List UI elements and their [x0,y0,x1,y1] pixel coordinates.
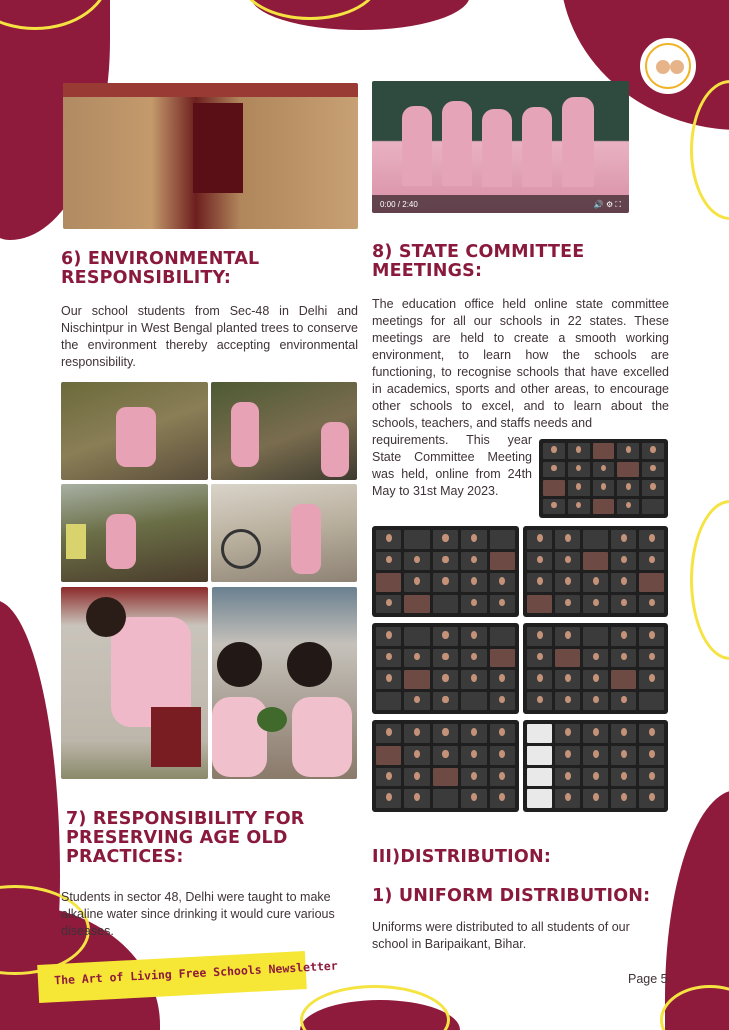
zoom-meeting-5 [523,623,668,714]
photo-alkaline-water-boy [61,587,208,779]
photo-supply-boxes [63,83,358,229]
photo-planting-3 [61,484,208,582]
video-time: 0:00 / 2:40 [380,200,418,209]
zoom-meeting-6 [372,720,519,812]
heading-distribution: III)DISTRIBUTION: [372,847,552,867]
photo-planting-2 [211,382,357,480]
text-uniform-distribution: Uniforms were distributed to all students of our school in Baripaikant, Bihar. [372,920,630,951]
text-environmental: Our school students from Sec-48 in Delhi and Nischintpur in West Bengal planted trees to conserve the environment thereby accepting environmental responsibility. [61,304,358,369]
text-age-old-practices: Students in sector 48, Delhi were taught to make alkaline water since drinking it would cure various diseases. [61,890,335,938]
video-control-bar[interactable] [372,195,629,213]
zoom-meeting-3 [523,526,668,617]
text-state-committee: The education office held online state committee meetings for all our schools in 22 states. These meetings are held to create a smooth working environment, to learn how the schools are functioning, to recognise schools that have excelled in academics, sports and other areas, to encourage other schools to excel, and to learn about the schools, teachers, and staffs needs and [372,297,669,430]
zoom-meeting-4 [372,623,519,714]
zoom-meeting-7 [523,720,668,812]
logo-girl-face-icon [656,60,670,74]
heading-state-committee: 8) STATE COMMITTEE MEETINGS: [372,242,585,281]
school-logo [637,35,699,97]
yellow-curve-mid-right [690,500,729,660]
photo-alkaline-water-girls [212,587,357,779]
video-controls-icons[interactable]: 🔊 ⚙ ⛶ [593,200,621,209]
zoom-meeting-2 [372,526,519,617]
yellow-curve-bottom-center [300,985,450,1030]
heading-age-old-practices: 7) RESPONSIBILITY FOR PRESERVING AGE OLD PRACTICES: [66,809,305,867]
heading-environmental: 6) ENVIRONMENTAL RESPONSIBILITY: [61,249,260,288]
heading-uniform-distribution: 1) UNIFORM DISTRIBUTION: [372,886,651,906]
zoom-meeting-1 [539,439,668,518]
video-students-classroom[interactable] [372,81,629,213]
newsletter-title: The Art of Living Free Schools Newsletter [53,958,339,988]
logo-boy-face-icon [670,60,684,74]
page-number: Page 5 [628,972,668,986]
text-state-committee-wrap: requirements. This year State Committee Meeting was held, online from 24th May to 31st May 2023. [372,433,532,498]
photo-planting-4 [211,484,357,582]
photo-planting-1 [61,382,208,480]
